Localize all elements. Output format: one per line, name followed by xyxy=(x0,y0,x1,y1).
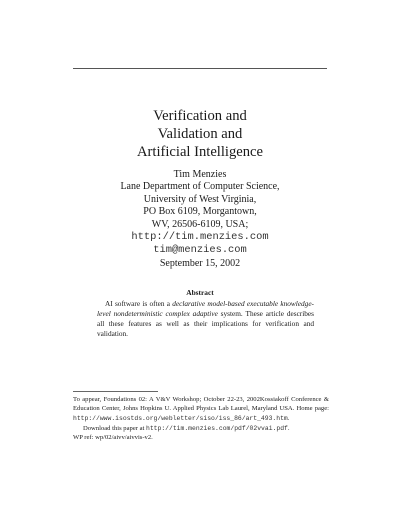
affiliation-line-4: WV, 26506-6109, USA; xyxy=(151,218,249,230)
footnote-download-text: Download this paper at xyxy=(83,424,146,432)
title-line-3: Artificial Intelligence xyxy=(136,144,263,160)
title-line-2: Validation and xyxy=(157,126,243,142)
affiliation-line-1: Lane Department of Computer Science, xyxy=(120,181,280,193)
footnote-download xyxy=(73,424,329,433)
footnote xyxy=(73,395,329,442)
title-line-1: Verification and xyxy=(153,108,247,124)
footnote-venue-end: . xyxy=(287,414,290,422)
abstract-part-1: AI software is often a xyxy=(105,299,173,308)
abstract-text xyxy=(97,299,314,339)
author-url[interactable]: http://tim.menzies.com xyxy=(131,231,269,244)
abstract-emphasis: declarative model-based executable knowledge-level nondeterministic complex adaptive xyxy=(97,299,314,318)
abstract-heading: Abstract xyxy=(186,288,214,297)
top-rule xyxy=(73,68,327,69)
footnote-venue xyxy=(73,395,329,423)
paper-date: September 15, 2002 xyxy=(159,258,241,269)
footnote-wp-ref: WP ref: wp/02/aivv/aivvis-v2. xyxy=(73,434,153,442)
footnote-rule xyxy=(73,391,158,392)
footnote-download-url[interactable]: http://tim.menzies.com/pdf/02vvai.pdf xyxy=(146,424,288,432)
affiliation-line-2: University of West Virginia, xyxy=(143,193,257,205)
abstract-part-2: system. These article describes all these features as well as their implications for verification and validation. xyxy=(97,309,314,338)
footnote-download-end: . xyxy=(287,424,290,432)
paper-title xyxy=(0,107,400,161)
affiliation-line-3: PO Box 6109, Morgantown, xyxy=(143,206,257,218)
author-block xyxy=(0,169,400,256)
footnote-home-url[interactable]: http://www.isostds.org/webletter/siso/iss_86/art_493.htm xyxy=(73,414,288,422)
author-email[interactable]: tim@menzies.com xyxy=(153,243,247,256)
author-name: Tim Menzies xyxy=(173,169,227,180)
footnote-venue-text: To appear, Foundations 02: A V&V Workshop; October 22-23, 2002Kossiakoff Conference & Education Center, Johns Hopkins U. Applied Physics Lab Laurel, Maryland USA. Home page: xyxy=(73,396,329,413)
